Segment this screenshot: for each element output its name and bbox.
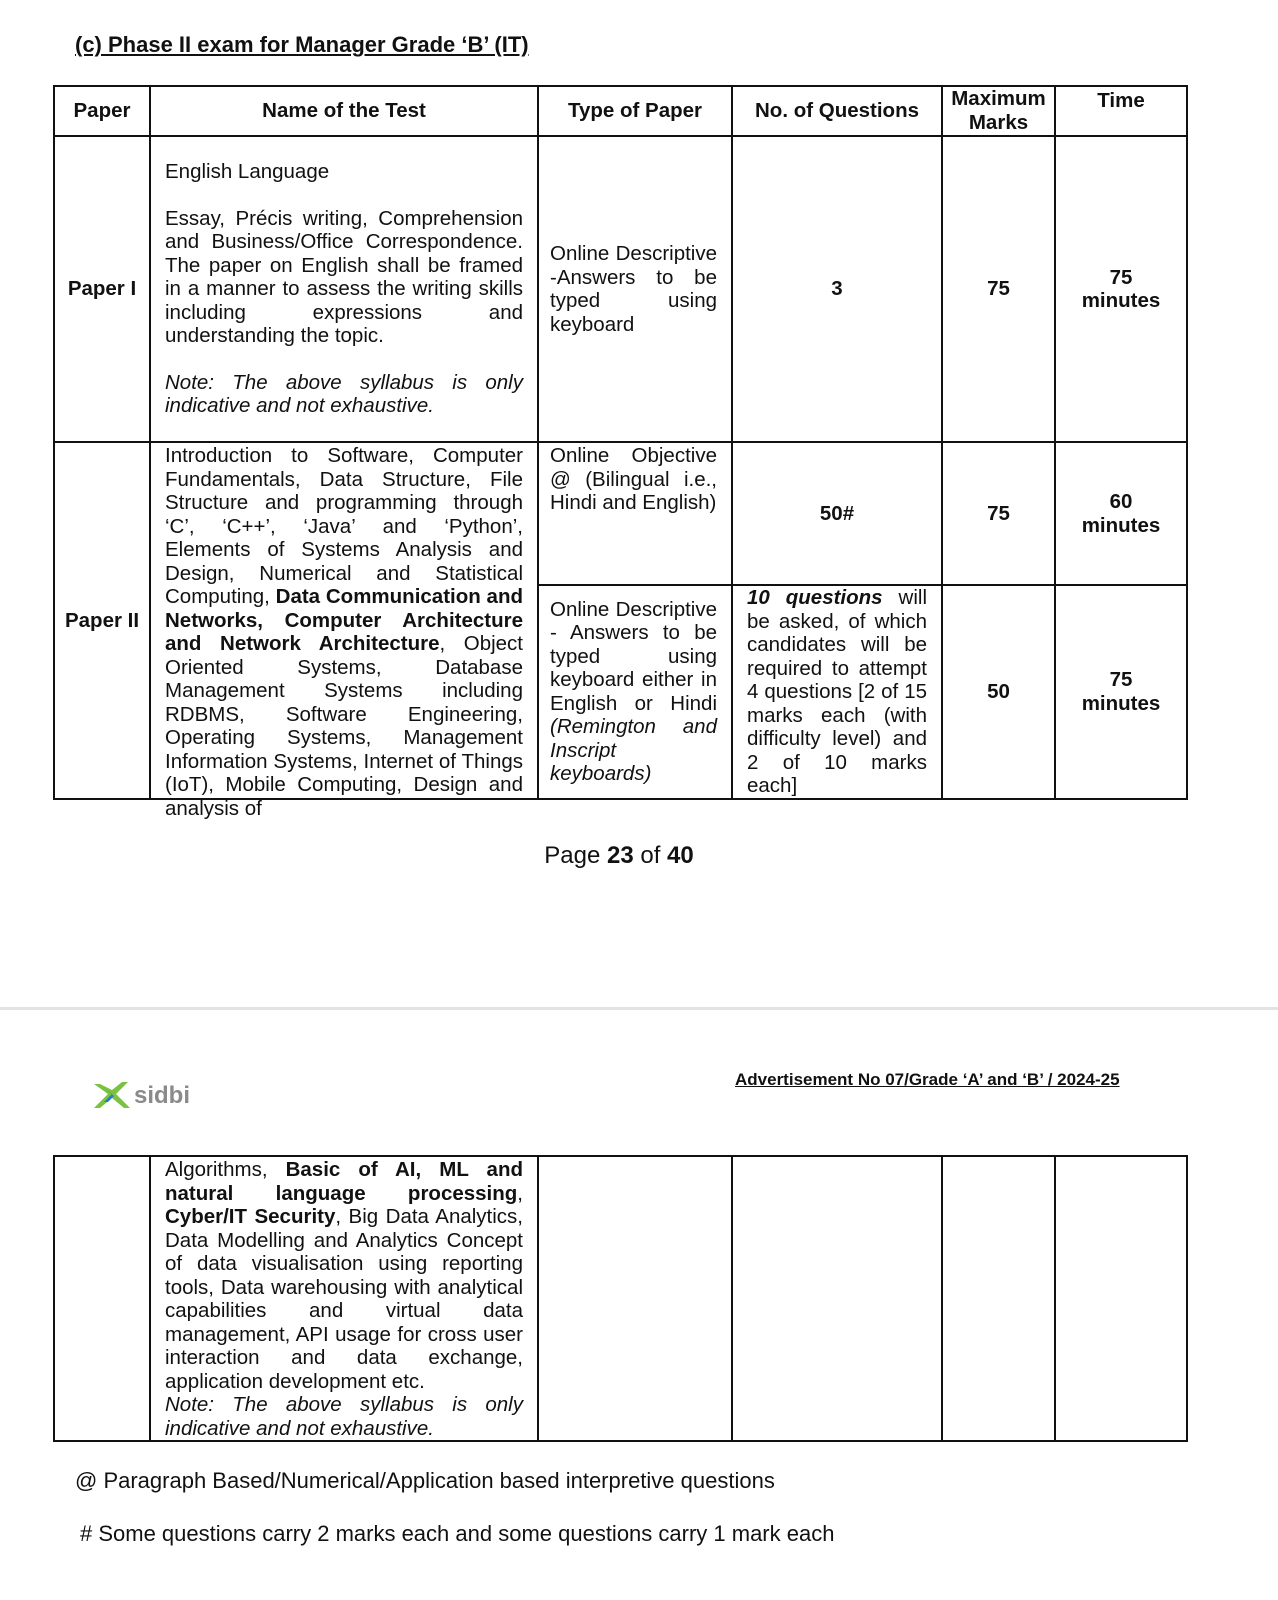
header-time: Time xyxy=(1055,86,1187,136)
header-questions: No. of Questions xyxy=(732,86,942,136)
table-row xyxy=(54,136,1187,442)
paper1-time: 75 minutes xyxy=(1055,136,1187,442)
cont-b2: Cyber/IT Security xyxy=(165,1205,336,1228)
table-row xyxy=(54,1156,1187,1441)
logo-text: sidbi xyxy=(134,1082,191,1109)
paper1-name-note: Note: The above syllabus is only indicative and not exhaustive. xyxy=(165,370,523,418)
paper2-label: Paper II xyxy=(54,442,150,799)
paper2-objective-questions: 50# xyxy=(732,442,942,585)
cont-type-cell xyxy=(538,1156,732,1441)
paper2-descriptive-q-rest: will be asked, of which candidates will be required to attempt 4 questions [2 of 15 marks each (with difficulty level) and 2 of 10 marks each] xyxy=(747,586,927,797)
advertisement-number: Advertisement No 07/Grade ‘A’ and ‘B’ / 2024-25 xyxy=(735,1070,1120,1089)
paper1-name-title: English Language xyxy=(165,160,330,184)
header-name: Name of the Test xyxy=(150,86,538,136)
cont-questions-cell xyxy=(732,1156,942,1441)
header-type: Type of Paper xyxy=(538,86,732,136)
page-current: 23 xyxy=(606,842,634,869)
cont-name-text xyxy=(165,1158,523,1393)
paper2-name-bold: Data Communication and Networks, Computer Architecture and Network Architecture xyxy=(165,585,523,655)
footnote-hash: # Some questions carry 2 marks each and some questions carry 1 mark each xyxy=(80,1521,835,1546)
paper2-descriptive-type-italic: (Remington and Inscript keyboards) xyxy=(550,715,717,786)
cont-paper-cell xyxy=(54,1156,150,1441)
header-paper: Paper xyxy=(54,86,150,136)
paper1-name-cell xyxy=(150,136,538,442)
paper2-name-part1: Introduction to Software, Computer Fundamentals, Data Structure, File Structure and programming through ‘C’, ‘C++’, ‘Java’ and ‘Python’, Elements of Systems Analysis and Design, Numerical and Statistical Computing, xyxy=(165,444,523,608)
page-total: 40 xyxy=(667,842,694,869)
cont-t2: , xyxy=(517,1181,523,1205)
page-of: of xyxy=(633,842,668,869)
paper2-descriptive-questions xyxy=(732,585,942,799)
section-heading: (c) Phase II exam for Manager Grade ‘B’ (IT) xyxy=(75,32,529,57)
cont-note: Note: The above syllabus is only indicative and not exhaustive. xyxy=(165,1393,523,1440)
page-prefix: Page xyxy=(544,842,607,869)
paper2-descriptive-type xyxy=(538,585,732,799)
footnote-at: @ Paragraph Based/Numerical/Application based interpretive questions xyxy=(75,1468,775,1493)
paper2-descriptive-q-bold: 10 questions xyxy=(747,586,883,609)
paper1-label: Paper I xyxy=(54,136,150,442)
cont-t3: , Big Data Analytics, Data Modelling and Analytics Concept of data visualisation using reporting tools, Data warehousing with analytical capabilities and virtual data management, API usage for cross user interaction and data exchange, application development etc. xyxy=(165,1205,523,1393)
table-header-row xyxy=(54,86,1187,136)
paper2-objective-time: 60 minutes xyxy=(1055,442,1187,585)
cont-b1: Basic of AI, ML and natural language processing xyxy=(165,1158,523,1205)
cont-t1: Algorithms, xyxy=(165,1158,286,1181)
paper2-objective-type: Online Objective @ (Bilingual i.e., Hindi and English) xyxy=(538,442,732,585)
sidbi-logo xyxy=(90,1074,235,1114)
paper2-descriptive-time: 75 minutes xyxy=(1055,585,1187,799)
cont-name-cell xyxy=(150,1156,538,1441)
paper2-objective-max-marks: 75 xyxy=(942,442,1055,585)
cont-time-cell xyxy=(1055,1156,1187,1441)
paper1-max-marks: 75 xyxy=(942,136,1055,442)
table-row xyxy=(54,442,1187,585)
paper2-name-cell xyxy=(150,442,538,820)
exam-table xyxy=(53,85,1188,820)
header-max-marks: Maximum Marks xyxy=(942,86,1055,136)
paper2-name-text xyxy=(165,444,524,820)
cont-marks-cell xyxy=(942,1156,1055,1441)
paper1-type: Online Descriptive -Answers to be typed using keyboard xyxy=(538,136,732,442)
exam-table-continued xyxy=(53,1155,1188,1442)
paper2-descriptive-max-marks: 50 xyxy=(942,585,1055,799)
paper2-descriptive-type-plain: Online Descriptive - Answers to be typed using keyboard either in English or Hindi xyxy=(550,597,717,715)
paper1-questions: 3 xyxy=(732,136,942,442)
page-divider xyxy=(0,1007,1278,1010)
page-number xyxy=(0,842,1238,870)
paper1-name-body: Essay, Précis writing, Comprehension and Business/Office Correspondence. The paper on English shall be framed in a manner to assess the writing skills including expressions and understanding the topic. xyxy=(165,206,523,348)
paper2-name-part2: , Object Oriented Systems, Database Management Systems including RDBMS, Software Engineering, Operating Systems, Management Information Systems, Internet of Things (IoT), Mobile Computing, Design and analysis of xyxy=(165,632,524,820)
